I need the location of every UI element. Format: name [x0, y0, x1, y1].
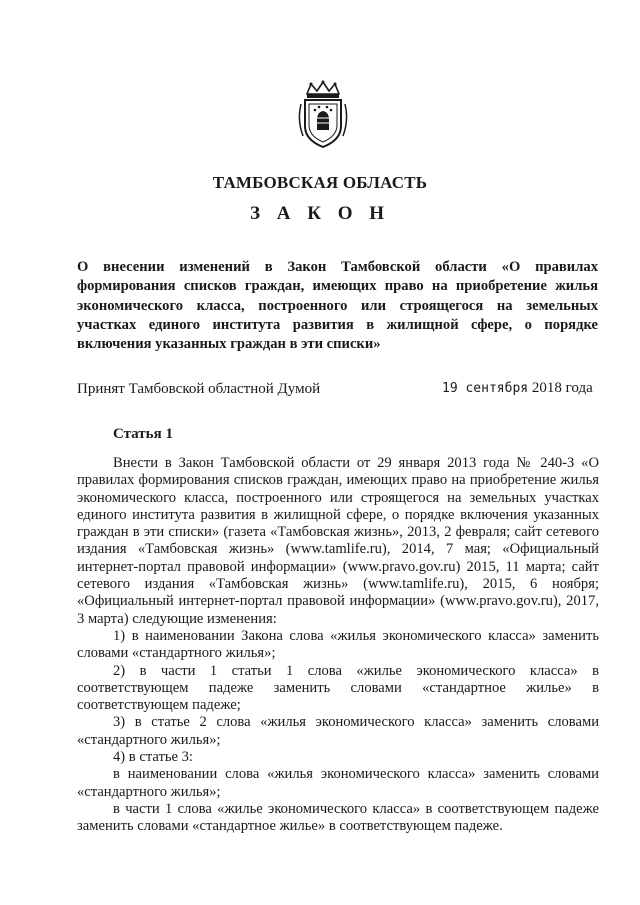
- law-title: О внесении изменений в Закон Тамбовской области «О правилах формирования списков граждан, имеющих право на приобретение жилья экономического класса, построенного или строящегося на земельных участках единого института развития в жилищной сфере, о порядке включения указанных граждан в эти списки»: [77, 259, 598, 353]
- paragraph-item-3: 3) в статье 2 слова «жилья экономического класса» заменить словами «стандартного жилья»;: [77, 714, 599, 748]
- paragraph-item-4-sub-1: в наименовании слова «жилья экономического класса» заменить словами «стандартного жилья»;: [77, 766, 599, 800]
- adoption-date: [442, 380, 593, 397]
- paragraph-intro: Внести в Закон Тамбовской области от 29 января 2013 года № 240-З «О правилах формирования списков граждан, имеющих право на приобретение жилья экономического класса, построенного или строящегося на земельных участках единого института развития в жилищной сфере, о порядке включения указанных граждан в эти списки» (газета «Тамбовская жизнь», 2013, 2 февраля; сайт сетевого издания «Тамбовская жизнь» (www.tamlife.ru), 2014, 7 мая; «Официальный интернет-портал правовой информации» (www.pravo.gov.ru) 2015, 11 марта; сайт сетевого издания «Тамбовская жизнь» (www.tamlife.ru), 2015, 6 ноября; «Официальный интернет-портал правовой информации» (www.pravo.gov.ru), 2017, 3 марта) следующие изменения:: [77, 455, 599, 627]
- article-body: [77, 455, 599, 836]
- paragraph-item-2: 2) в части 1 статьи 1 слова «жилье экономического класса» в соответствующем падеже заменить словами «стандартное жилье» в соответствующем падеже;: [77, 662, 599, 714]
- document-type: З А К О Н: [249, 203, 391, 224]
- paragraph-item-4: 4) в статье 3:: [113, 749, 193, 766]
- adopted-by: Принят Тамбовской областной Думой: [77, 381, 321, 397]
- region-name: ТАМБОВСКАЯ ОБЛАСТЬ: [212, 173, 428, 192]
- adoption-date-day-month: 19 сентября: [442, 381, 529, 396]
- paragraph-item-1: 1) в наименовании Закона слова «жилья экономического класса» заменить словами «стандартного жилья»;: [77, 627, 599, 662]
- adoption-date-year: 2018 года: [531, 380, 593, 396]
- coat-of-arms-emblem: [293, 80, 353, 150]
- article-heading: Статья 1: [113, 426, 173, 442]
- paragraph-item-4-sub-2: в части 1 слова «жилье экономического класса» в соответствующем падеже заменить словами «стандартное жилье» в соответствующем падеже.: [77, 800, 599, 835]
